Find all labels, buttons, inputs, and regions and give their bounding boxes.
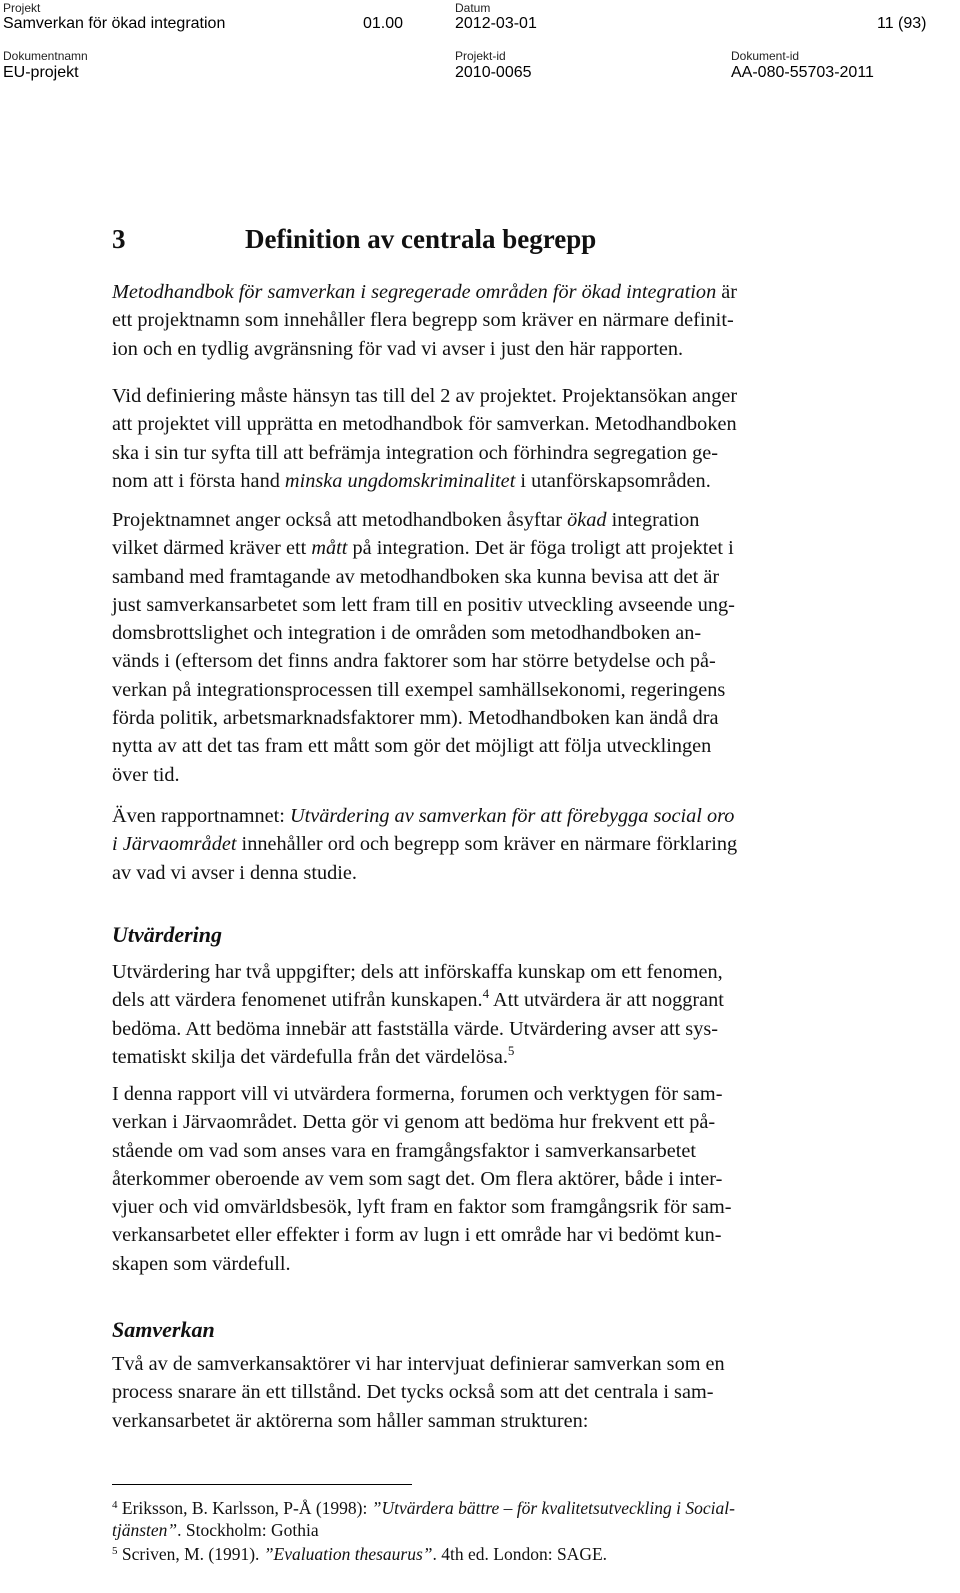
footnote-4-number: 4: [112, 1499, 118, 1511]
integration-paragraph: Projektnamnet anger också att metodhandboken åsyftar ökad integration vilket därmed kräver ett mått på integration. Det är föga troligt att projektet i samband med framtagande av metodhandboken ska kunna bevisa att det är just samverkansarbetet som lett fram till en positiv utveckling avseende ung- domsbrottslighet och integration i de områden som metodhandboken an- vänds i (eftersom det finns andra faktorer som har större betydelse och på- verkan på integrationsprocessen till exempel samhällsekonomi, regeringens förda politik, arbetsmarknadsfaktorer mm). Metodhandboken kan ändå dra nytta av att det tas fram ett mått som gör det möjligt att följa utvecklingen över tid.: [112, 509, 735, 786]
footnote-5: $^5$ Scriven, M. (1991). ”Evaluation thesaurus”. 4th ed. London: SAGE.: [112, 1544, 608, 1564]
header-projectid: 2010-0065: [455, 64, 532, 81]
header-projectid-label: Projekt-id: [455, 49, 506, 63]
header-project-name: Samverkan för ökad integration: [3, 15, 226, 32]
definition-paragraph: Vid definiering måste hänsyn tas till del 2 av projektet. Projektansökan anger att projektet vill upprätta en metodhandbok för samverkan. Metodhandboken ska i sin tur syfta till att befrämja integration och förhindra segregation ge- nom att i första hand minska ungdomskriminalitet i utanförskapsområden.: [112, 385, 738, 492]
footnote-4: $^4$ Eriksson, B. Karlsson, P-Å (1998): ”Utvärdera bättre – för kvalitetsutveckling i Social- tjänsten”. Stockholm: Gothia: [112, 1498, 735, 1540]
subheading-samverkan: Samverkan: [112, 1317, 215, 1342]
subheading-samverkan-block: [112, 1317, 842, 1343]
header-docname-label: Dokumentnamn: [3, 49, 88, 63]
section-title: Definition av centrala begrepp: [245, 224, 597, 254]
header-project-label: Projekt: [3, 1, 41, 15]
footnote-ref-5[interactable]: 5: [507, 1042, 515, 1058]
report-evaluation-paragraph: I denna rapport vill vi utvärdera formerna, forumen och verktygen för sam- verkan i Järvaområdet. Detta gör vi genom att bedöma hur frekvent ett på- stående om vad som anses vara en framgångsfaktor i samverkansarbetet återkommer oberoende av vem som sagt det. Om flera aktörer, både i inter- vjuer och vid omvärldsbesök, lyft fram en faktor som framgångsrik för sam- verkansarbetet eller effekter i form av lugn i ett område har vi bedömt kun- skapen som värdefull.: [112, 1083, 732, 1275]
report-name-paragraph: Även rapportnamnet: Utvärdering av samverkan för att förebygga social oro i Järvaområdet innehåller ord och begrepp som kräver en närmare förklaring av vad vi avser i denna studie.: [112, 805, 738, 884]
header-date-label: Datum: [455, 1, 491, 15]
header-version: 01.00: [363, 15, 404, 32]
header-docid: AA-080-55703-2011: [731, 64, 874, 81]
footnote-5-number: 5: [112, 1545, 118, 1557]
cooperation-paragraph: Två av de samverkansaktörer vi har intervjuat definierar samverkan som en process snarare än ett tillstånd. Det tycks också som att det centrala i sam- verkansarbetet är aktörerna som håller samman strukturen:: [112, 1353, 725, 1432]
header-docid-label: Dokument-id: [731, 49, 800, 63]
section-number: 3: [112, 224, 126, 254]
header-docname: EU-projekt: [3, 64, 79, 81]
intro-paragraph: Metodhandbok för samverkan i segregerade områden för ökad integration är ett projektnamn som innehåller flera begrepp som kräver en närmare definit- ion och en tydlig avgränsning för vad vi avser i just den här rapporten.: [112, 281, 738, 360]
section-heading: [112, 224, 596, 255]
footnote-ref-4[interactable]: 4: [482, 986, 490, 1002]
handbook-title: Metodhandbok för samverkan i segregerade områden för ökad integration: [112, 281, 717, 303]
header-page-number: 11 (93): [877, 15, 927, 32]
evaluation-paragraph: Utvärdering har två uppgifter; dels att införskaffa kunskap om ett fenomen, dels att värdera fenomenet utifrån kunskapen.$^4$ Att utvärdera är att noggrant bedöma. Att bedöma innebär att fastställa värde. Utvärdering avser att sys- tematiskt skilja det värdefulla från det värdelösa.$^5$: [112, 961, 724, 1068]
subheading-utvardering: Utvärdering: [112, 922, 222, 947]
subheading-utvardering-block: [112, 922, 842, 948]
footnote-divider: [112, 1484, 412, 1485]
header-date: 2012-03-01: [455, 15, 537, 32]
